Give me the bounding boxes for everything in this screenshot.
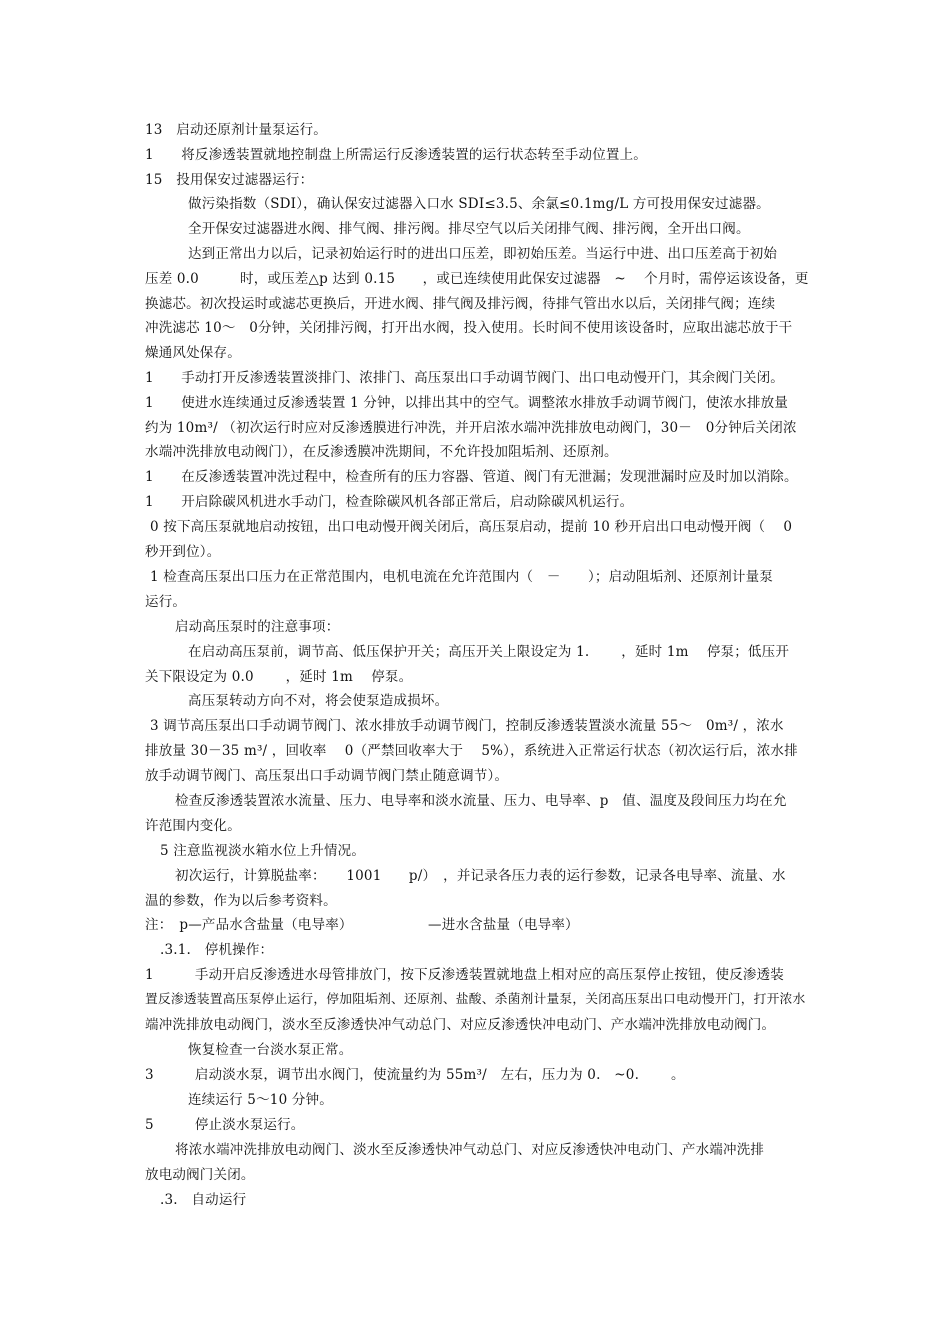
- text-line-6: 达到正常出力以后，记录初始运行时的进出口压差，即初始压差。当运行中进、出口压差高于初始: [188, 246, 778, 262]
- text-line-31: 初次运行，计算脱盐率： 1001 p/） ，并记录各压力表的运行参数，记录各电导率、流量、水: [175, 868, 786, 884]
- text-line-33: 注： p—产品水含盐量（电导率） —进水含盐量（电导率）: [145, 917, 579, 933]
- text-line-23: 关下限设定为 0.0 ，延时 1m 停泵。: [145, 669, 413, 685]
- text-line-13: 约为 10m³/ （初次运行时应对反渗透膜进行冲洗，并开启浓水端冲洗排放电动阀门，30－ 0分钟后关闭浓: [145, 420, 797, 436]
- text-line-22: 在启动高压泵前，调节高、低压保护开关；高压开关上限设定为 1. ，延时 1m 停泵；低压开: [188, 644, 790, 660]
- text-line-1: 13 启动还原剂计量泵运行。: [145, 122, 327, 138]
- text-line-14: 水端冲洗排放电动阀门），在反渗透膜冲洗期间，不允许投加阻垢剂、还原剂。: [145, 444, 618, 460]
- text-line-37: 端冲洗排放电动阀门，淡水至反渗透快冲气动总门、对应反渗透快冲电动门、产水端冲洗排放电动阀门。: [145, 1017, 776, 1033]
- text-line-19: 1 检查高压泵出口压力在正常范围内，电机电流在允许范围内（ － ）；启动阻垢剂、还原剂计量泵: [150, 569, 774, 585]
- text-line-35: 1 手动开启反渗透进水母管排放门，按下反渗透装置就地盘上相对应的高压泵停止按钮，使反渗透装: [145, 967, 784, 983]
- text-line-43: 放电动阀门关闭。: [145, 1167, 255, 1183]
- text-line-18: 秒开到位）。: [145, 544, 221, 560]
- text-line-32: 温的参数，作为以后参考资料。: [145, 893, 337, 909]
- text-line-42: 将浓水端冲洗排放电动阀门、淡水至反渗透快冲气动总门、对应反渗透快冲电动门、产水端冲洗排: [175, 1142, 765, 1158]
- text-line-17: 0 按下高压泵就地启动按钮，出口电动慢开阀关闭后，高压泵启动，提前 10 秒开启出口电动慢开阀（ 0: [150, 519, 793, 535]
- text-line-11: 1 手动打开反渗透装置淡排门、浓排门、高压泵出口手动调节阀门、出口电动慢开门，其余阀门关闭。: [145, 370, 784, 386]
- text-line-36: 置反渗透装置高压泵停止运行，停加阻垢剂、还原剂、盐酸、杀菌剂计量泵，关闭高压泵出口电动慢开门，打开浓水: [145, 992, 806, 1007]
- text-line-5: 全开保安过滤器进水阀、排气阀、排污阀。排尽空气以后关闭排气阀、排污阀，全开出口阀。: [188, 221, 750, 237]
- text-line-8: 换滤芯。初次投运时或滤芯更换后，开进水阀、排气阀及排污阀，待排气管出水以后，关闭排气阀；连续: [145, 296, 776, 312]
- text-line-40: 连续运行 5～10 分钟。: [188, 1092, 333, 1108]
- text-line-29: 许范围内变化。: [145, 818, 241, 834]
- text-line-21: 启动高压泵时的注意事项：: [175, 619, 340, 635]
- text-line-12: 1 使进水连续通过反渗透装置 1 分钟，以排出其中的空气。调整浓水排放手动调节阀门，使浓水排放量: [145, 395, 789, 411]
- text-line-20: 运行。: [145, 594, 187, 610]
- text-line-24: 高压泵转动方向不对，将会使泵造成损坏。: [188, 693, 449, 709]
- text-line-25: 3 调节高压泵出口手动调节阀门、浓水排放手动调节阀门，控制反渗透装置淡水流量 55～ 0m³/ ，浓水: [150, 718, 784, 734]
- text-line-10: 燥通风处保存。: [145, 345, 241, 361]
- text-line-38: 恢复检查一台淡水泵正常。: [188, 1042, 353, 1058]
- text-line-28: 检查反渗透装置浓水流量、压力、电导率和淡水流量、压力、电导率、p 值、温度及段间压力均在允: [175, 793, 787, 809]
- text-line-39: 3 启动淡水泵，调节出水阀门，使流量约为 55m³/ 左右，压力为 0. ~0. 。: [145, 1067, 685, 1083]
- text-line-44: .3. 自动运行: [160, 1192, 247, 1208]
- text-line-41: 5 停止淡水泵运行。: [145, 1117, 305, 1133]
- text-line-26: 排放量 30－35 m³/ ，回收率 0（严禁回收率大于 5%），系统进入正常运行状态（初次运行后，浓水排: [145, 743, 798, 759]
- text-line-30: 5 注意监视淡水箱水位上升情况。: [160, 843, 366, 859]
- text-line-27: 放手动调节阀门、高压泵出口手动调节阀门禁止随意调节）。: [145, 768, 509, 784]
- text-line-4: 做污染指数（SDI），确认保安过滤器入口水 SDI≤3.5、余氯≤0.1mg/L 方可投用保安过滤器。: [188, 196, 770, 212]
- text-line-15: 1 在反渗透装置冲洗过程中，检查所有的压力容器、管道、阀门有无泄漏；发现泄漏时应及时加以消除。: [145, 469, 798, 485]
- text-line-3: 15 投用保安过滤器运行：: [145, 172, 314, 188]
- text-line-9: 冲洗滤芯 10～ 0分钟，关闭排污阀，打开出水阀，投入使用。长时间不使用该设备时，应取出滤芯放于干: [145, 320, 793, 336]
- text-line-2: 1 将反渗透装置就地控制盘上所需运行反渗透装置的运行状态转至手动位置上。: [145, 147, 647, 163]
- text-line-34: .3.1. 停机操作：: [160, 942, 274, 958]
- text-line-7: 压差 0.0 时，或压差△p 达到 0.15 ，或已连续使用此保安过滤器 ~ 个月时，需停运该设备，更: [145, 271, 809, 287]
- text-line-16: 1 开启除碳风机进水手动门，检查除碳风机各部正常后，启动除碳风机运行。: [145, 494, 634, 510]
